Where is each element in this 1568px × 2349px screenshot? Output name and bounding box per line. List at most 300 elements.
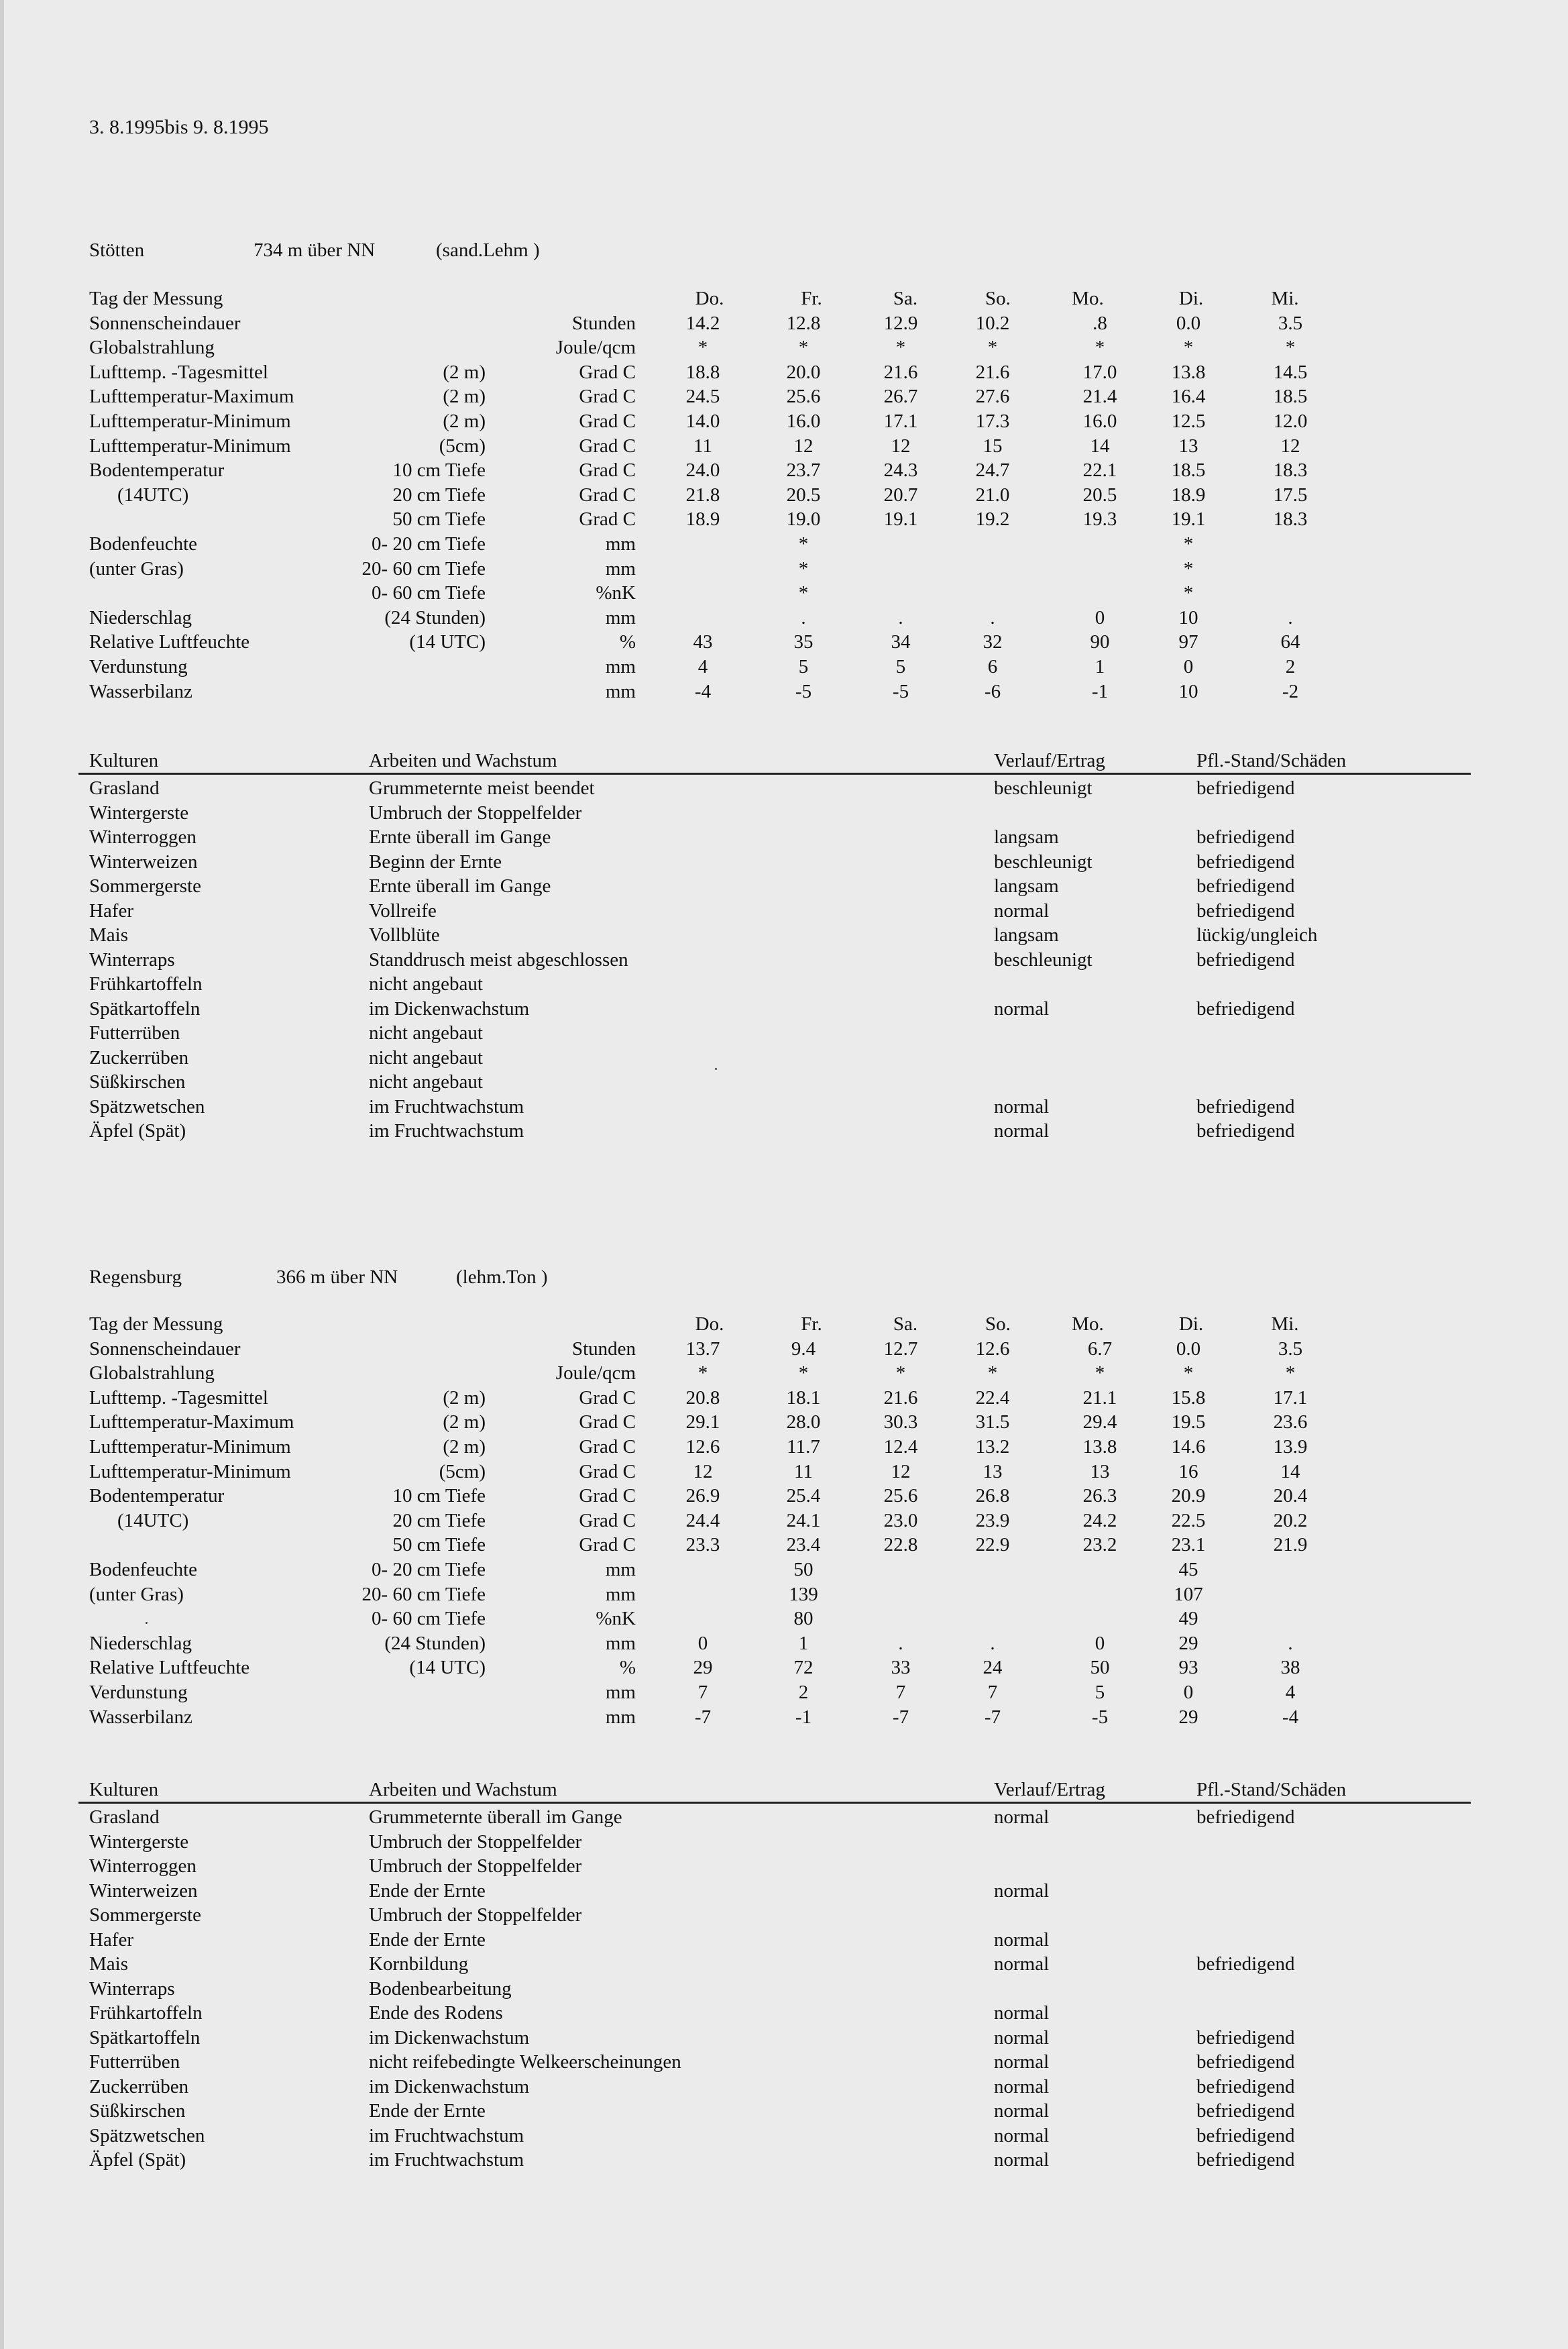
measure-value: 12.9 [883, 313, 918, 334]
crops-header-stand: Pfl.-Stand/Schäden [1196, 750, 1347, 771]
crop-work: Vollblüte [369, 924, 440, 946]
measure-value: 7 [987, 1682, 998, 1703]
crop-name: Spätkartoffeln [89, 2027, 201, 2048]
measure-value: . [801, 607, 806, 629]
crop-name: Wintergerste [89, 802, 189, 824]
crop-work: im Fruchtwachstum [369, 2125, 524, 2146]
measure-condition: (2 m) [443, 362, 486, 383]
crop-state: befriedigend [1196, 851, 1295, 873]
measure-value: . [1288, 607, 1293, 629]
measure-value: * [895, 337, 906, 358]
measure-value: 23.1 [1171, 1534, 1206, 1555]
measure-value: 12 [891, 1461, 911, 1482]
measure-value: 30.3 [883, 1411, 918, 1433]
measure-value: . [990, 607, 995, 629]
measure-label: Bodentemperatur [89, 459, 225, 481]
measure-value: -5 [795, 681, 812, 702]
measure-value: 107 [1174, 1584, 1203, 1605]
measure-value: 49 [1178, 1608, 1198, 1629]
measure-value: 35 [793, 631, 814, 653]
day-header: Mi. [1271, 288, 1299, 309]
crop-name: Futterrüben [89, 1022, 180, 1044]
measure-condition: (2 m) [443, 1436, 486, 1458]
measure-value: 21.0 [975, 484, 1010, 506]
measure-value: 16.0 [1082, 411, 1117, 432]
measure-unit: Grad C [579, 508, 636, 530]
crop-work: Ende der Ernte [369, 1929, 486, 1951]
crop-course: beschleunigt [994, 851, 1093, 873]
measure-value: 24 [983, 1657, 1003, 1678]
measure-value: 1 [1095, 656, 1105, 677]
measure-unit: Stunden [571, 313, 636, 334]
measure-condition: (5cm) [439, 1461, 486, 1482]
measure-label: Lufttemperatur-Minimum [89, 411, 291, 432]
measure-label: (unter Gras) [89, 1584, 184, 1605]
crop-course: langsam [994, 875, 1059, 897]
measure-value: 26.7 [883, 386, 918, 407]
measure-value: 24.5 [685, 386, 720, 407]
measure-value: 11.7 [787, 1436, 820, 1458]
measure-unit: Grad C [579, 1534, 636, 1555]
measure-value: 14 [1280, 1461, 1300, 1482]
measure-value: 23.3 [685, 1534, 720, 1555]
measure-value: 21.1 [1082, 1387, 1117, 1409]
crop-name: Süßkirschen [89, 2100, 186, 2122]
measure-value: .8 [1093, 313, 1107, 334]
measure-value: 13.9 [1273, 1436, 1308, 1458]
measure-value: 10.2 [975, 313, 1010, 334]
measure-value: 16.0 [786, 411, 821, 432]
measure-label: Wasserbilanz [89, 681, 192, 702]
day-header: Sa. [893, 1313, 918, 1335]
measure-unit: mm [605, 607, 636, 629]
measure-value: 21.4 [1082, 386, 1117, 407]
measure-value: 25.6 [883, 1485, 918, 1507]
measure-value: 21.9 [1273, 1534, 1308, 1555]
station-soil-type: (sand.Lehm ) [436, 239, 540, 261]
measure-value: 14.6 [1171, 1436, 1206, 1458]
measure-value: 20.0 [786, 362, 821, 383]
crop-name: Mais [89, 924, 128, 946]
measure-value: 16 [1178, 1461, 1198, 1482]
measure-value: 24.7 [975, 459, 1010, 481]
crop-name: Futterrüben [89, 2051, 180, 2073]
measure-value: -4 [694, 681, 712, 702]
crop-name: Hafer [89, 1929, 134, 1951]
measure-value: * [1285, 1362, 1296, 1384]
measure-value: 13.8 [1171, 362, 1206, 383]
crop-name: Hafer [89, 900, 134, 922]
measure-value: 14 [1090, 435, 1110, 457]
measure-value: 26.3 [1082, 1485, 1117, 1507]
measure-value: 17.3 [975, 411, 1010, 432]
measure-value: * [1183, 558, 1194, 580]
measure-value: 29 [693, 1657, 713, 1678]
crop-work: Grummeternte überall im Gange [369, 1806, 622, 1828]
crop-course: normal [994, 1929, 1050, 1951]
crop-course: normal [994, 2002, 1050, 2024]
crop-work: Bodenbearbeitung [369, 1978, 512, 2000]
measure-value: 3.5 [1278, 1338, 1303, 1360]
crop-name: Grasland [89, 1806, 160, 1828]
crop-name: Sommergerste [89, 1904, 201, 1926]
day-header: So. [985, 288, 1011, 309]
measure-value: 15.8 [1171, 1387, 1206, 1409]
day-header: Do. [695, 288, 724, 309]
measure-label: (unter Gras) [89, 558, 184, 580]
measure-value: * [798, 337, 809, 358]
measure-unit: Stunden [571, 1338, 636, 1360]
measure-condition: 20 cm Tiefe [392, 1510, 486, 1531]
measure-condition: 50 cm Tiefe [392, 508, 486, 530]
measure-value: 20.5 [786, 484, 821, 506]
measure-value: 0 [1095, 607, 1105, 629]
measure-value: 19.1 [1171, 508, 1206, 530]
measure-label: Bodentemperatur [89, 1485, 225, 1507]
measure-value: 23.7 [786, 459, 821, 481]
measure-value: 45 [1178, 1559, 1198, 1580]
measure-value: -7 [892, 1706, 909, 1728]
measure-value: 21.6 [883, 362, 918, 383]
measure-value: -7 [984, 1706, 1001, 1728]
measure-value: 18.9 [685, 508, 720, 530]
crop-name: Grasland [89, 777, 160, 799]
measure-value: 24.2 [1082, 1510, 1117, 1531]
measure-label: Globalstrahlung [89, 1362, 215, 1384]
crop-work: Umbruch der Stoppelfelder [369, 1855, 582, 1877]
crop-name: Winterraps [89, 949, 175, 971]
measure-value: 2 [1285, 656, 1296, 677]
measure-value: 6 [987, 656, 998, 677]
day-header: Mo. [1072, 1313, 1104, 1335]
measure-value: 12 [1280, 435, 1300, 457]
measure-value: 6.7 [1087, 1338, 1113, 1360]
measure-value: 0.0 [1176, 1338, 1201, 1360]
scan-speck [715, 1068, 717, 1070]
measure-value: 25.4 [786, 1485, 821, 1507]
station-elevation: 366 m über NN [276, 1266, 398, 1288]
crop-name: Winterweizen [89, 1880, 198, 1902]
measure-value: * [798, 533, 809, 555]
crop-name: Zuckerrüben [89, 2076, 189, 2097]
crop-name: Winterraps [89, 1978, 175, 2000]
crops-header-kulturen: Kulturen [89, 750, 159, 771]
measure-value: 13.2 [975, 1436, 1010, 1458]
measure-unit: mm [605, 533, 636, 555]
measure-value: 24.0 [685, 459, 720, 481]
measure-value: 14.2 [685, 313, 720, 334]
measure-label: Niederschlag [89, 607, 192, 629]
crops-header-arbeiten: Arbeiten und Wachstum [369, 1779, 557, 1800]
measure-value: 97 [1178, 631, 1198, 653]
measure-value: 80 [793, 1608, 814, 1629]
measure-condition: 0- 20 cm Tiefe [372, 533, 486, 555]
measure-value: . [990, 1633, 995, 1654]
measure-condition: (2 m) [443, 1411, 486, 1433]
crop-name: Frühkartoffeln [89, 973, 203, 995]
crop-work: Beginn der Ernte [369, 851, 502, 873]
measure-value: 26.9 [685, 1485, 720, 1507]
measure-value: 4 [1285, 1682, 1296, 1703]
crop-state: befriedigend [1196, 2051, 1295, 2073]
measure-value: . [898, 1633, 903, 1654]
crop-work: im Fruchtwachstum [369, 2149, 524, 2171]
measure-condition: 0- 60 cm Tiefe [372, 582, 486, 604]
crop-name: Äpfel (Spät) [89, 2149, 186, 2171]
crops-header-verlauf: Verlauf/Ertrag [994, 1779, 1105, 1800]
crop-course: normal [994, 2149, 1050, 2171]
measure-value: 7 [895, 1682, 906, 1703]
measure-unit: Joule/qcm [555, 1362, 636, 1384]
measure-label: Tag der Messung [89, 1313, 223, 1335]
measure-value: * [798, 558, 809, 580]
measure-value: 19.3 [1082, 508, 1117, 530]
measure-label: Lufttemperatur-Minimum [89, 1436, 291, 1458]
measure-value: 18.3 [1273, 459, 1308, 481]
measure-value: 3.5 [1278, 313, 1303, 334]
crop-course: normal [994, 2076, 1050, 2097]
crop-name: Sommergerste [89, 875, 201, 897]
measure-unit: Joule/qcm [555, 337, 636, 358]
measure-value: 29 [1178, 1633, 1198, 1654]
measure-value: 22.5 [1171, 1510, 1206, 1531]
measure-condition: 20- 60 cm Tiefe [361, 558, 486, 580]
measure-value: 19.1 [883, 508, 918, 530]
measure-value: 11 [693, 435, 712, 457]
crop-course: normal [994, 2100, 1050, 2122]
crop-state: befriedigend [1196, 900, 1295, 922]
measure-value: 5 [895, 656, 906, 677]
measure-value: 90 [1090, 631, 1110, 653]
measure-value: 14.5 [1273, 362, 1308, 383]
scan-speck [146, 1622, 148, 1624]
measure-value: 20.9 [1171, 1485, 1206, 1507]
crop-course: normal [994, 998, 1050, 1020]
measure-unit: Grad C [579, 1510, 636, 1531]
measure-unit: Grad C [579, 362, 636, 383]
measure-value: 7 [697, 1682, 708, 1703]
measure-condition: (2 m) [443, 386, 486, 407]
day-header: Fr. [801, 288, 822, 309]
measure-condition: 20 cm Tiefe [392, 484, 486, 506]
measure-value: 12.4 [883, 1436, 918, 1458]
measure-unit: Grad C [579, 1436, 636, 1458]
measure-value: 31.5 [975, 1411, 1010, 1433]
crop-work: Ende des Rodens [369, 2002, 503, 2024]
crop-state: befriedigend [1196, 1806, 1295, 1828]
crop-work: Ende der Ernte [369, 1880, 486, 1902]
measure-value: -7 [694, 1706, 712, 1728]
measure-value: 18.5 [1171, 459, 1206, 481]
measure-value: * [987, 337, 998, 358]
measure-value: 13.8 [1082, 1436, 1117, 1458]
crop-course: normal [994, 900, 1050, 922]
measure-value: 12.5 [1171, 411, 1206, 432]
measure-value: 29 [1178, 1706, 1198, 1728]
crop-work: nicht angebaut [369, 1047, 483, 1069]
day-header: Mo. [1072, 288, 1104, 309]
measure-value: 22.4 [975, 1387, 1010, 1409]
crop-course: normal [994, 2027, 1050, 2048]
crop-work: Ernte überall im Gange [369, 826, 551, 848]
measure-label: (14UTC) [117, 1510, 189, 1531]
measure-value: * [1183, 533, 1194, 555]
day-header: So. [985, 1313, 1011, 1335]
crop-work: nicht reifebedingte Welkeerscheinungen [369, 2051, 681, 2073]
crop-state: befriedigend [1196, 777, 1295, 799]
measure-label: Lufttemp. -Tagesmittel [89, 1387, 268, 1409]
measure-value: * [697, 1362, 708, 1384]
crop-state: befriedigend [1196, 1953, 1295, 1975]
day-header: Fr. [801, 1313, 822, 1335]
crop-name: Winterroggen [89, 1855, 197, 1877]
day-header: Di. [1178, 1313, 1204, 1335]
measure-condition: 10 cm Tiefe [392, 1485, 486, 1507]
measure-value: * [1183, 582, 1194, 604]
measure-unit: % [619, 631, 636, 653]
measure-label: Bodenfeuchte [89, 1559, 198, 1580]
measure-condition: 50 cm Tiefe [392, 1534, 486, 1555]
crop-name: Äpfel (Spät) [89, 1120, 186, 1142]
measure-value: 17.5 [1273, 484, 1308, 506]
crops-header-verlauf: Verlauf/Ertrag [994, 750, 1105, 771]
measure-unit: mm [605, 1559, 636, 1580]
measure-unit: %nK [596, 1608, 636, 1629]
report-date-range: 3. 8.1995bis 9. 8.1995 [89, 116, 269, 138]
measure-value: 34 [891, 631, 911, 653]
measure-value: 12.0 [1273, 411, 1308, 432]
measure-value: . [898, 607, 903, 629]
measure-value: 50 [1090, 1657, 1110, 1678]
measure-value: 20.4 [1273, 1485, 1308, 1507]
measure-value: 27.6 [975, 386, 1010, 407]
crops-header-rule [78, 773, 1471, 775]
crop-name: Spätzwetschen [89, 2125, 205, 2146]
measure-label: Niederschlag [89, 1633, 192, 1654]
crop-work: im Fruchtwachstum [369, 1120, 524, 1142]
crop-state: befriedigend [1196, 2125, 1295, 2146]
measure-unit: % [619, 1657, 636, 1678]
crop-work: nicht angebaut [369, 1071, 483, 1093]
measure-condition: 0- 60 cm Tiefe [372, 1608, 486, 1629]
measure-label: Sonnenscheindauer [89, 313, 241, 334]
measure-value: * [798, 1362, 809, 1384]
measure-value: 17.1 [1273, 1387, 1308, 1409]
measure-label: Verdunstung [89, 1682, 188, 1703]
measure-value: 22.8 [883, 1534, 918, 1555]
crop-name: Winterroggen [89, 826, 197, 848]
measure-value: 18.8 [685, 362, 720, 383]
measure-value: 29.4 [1082, 1411, 1117, 1433]
measure-condition: (14 UTC) [409, 1657, 486, 1678]
measure-label: Relative Luftfeuchte [89, 1657, 250, 1678]
measure-condition: (24 Stunden) [384, 1633, 486, 1654]
measure-unit: mm [605, 1706, 636, 1728]
crop-state: befriedigend [1196, 875, 1295, 897]
crops-header-arbeiten: Arbeiten und Wachstum [369, 750, 557, 771]
crop-course: normal [994, 2125, 1050, 2146]
measure-value: 24.3 [883, 459, 918, 481]
measure-value: 64 [1280, 631, 1300, 653]
measure-value: * [1095, 1362, 1105, 1384]
measure-value: . [1288, 1633, 1293, 1654]
measure-unit: mm [605, 1584, 636, 1605]
measure-value: 12 [693, 1461, 713, 1482]
measure-label: Wasserbilanz [89, 1706, 192, 1728]
measure-value: 4 [697, 656, 708, 677]
measure-value: 5 [798, 656, 809, 677]
measure-value: * [798, 582, 809, 604]
measure-value: 11 [794, 1461, 813, 1482]
measure-value: 26.8 [975, 1485, 1010, 1507]
measure-value: 32 [983, 631, 1003, 653]
measure-label: Lufttemperatur-Maximum [89, 1411, 294, 1433]
measure-value: -6 [984, 681, 1001, 702]
measure-value: -1 [1091, 681, 1109, 702]
measure-value: 12 [793, 435, 814, 457]
measure-value: 23.2 [1082, 1534, 1117, 1555]
measure-unit: mm [605, 681, 636, 702]
crop-state: befriedigend [1196, 1096, 1295, 1117]
measure-unit: %nK [596, 582, 636, 604]
crop-name: Spätzwetschen [89, 1096, 205, 1117]
measure-condition: (2 m) [443, 411, 486, 432]
measure-value: 29.1 [685, 1411, 720, 1433]
measure-condition: 20- 60 cm Tiefe [361, 1584, 486, 1605]
crop-name: Zuckerrüben [89, 1047, 189, 1069]
measure-unit: Grad C [579, 1411, 636, 1433]
measure-label: (14UTC) [117, 484, 189, 506]
day-header: Sa. [893, 288, 918, 309]
measure-value: 24.1 [786, 1510, 821, 1531]
crop-name: Frühkartoffeln [89, 2002, 203, 2024]
measure-value: 93 [1178, 1657, 1198, 1678]
measure-value: * [987, 1362, 998, 1384]
crop-name: Mais [89, 1953, 128, 1975]
crop-name: Winterweizen [89, 851, 198, 873]
measure-value: 21.6 [883, 1387, 918, 1409]
measure-value: 21.6 [975, 362, 1010, 383]
crop-work: nicht angebaut [369, 973, 483, 995]
measure-value: 17.0 [1082, 362, 1117, 383]
crop-work: Kornbildung [369, 1953, 469, 1975]
measure-value: 12.6 [975, 1338, 1010, 1360]
measure-value: 20.2 [1273, 1510, 1308, 1531]
measure-value: 12.7 [883, 1338, 918, 1360]
measure-value: 17.1 [883, 411, 918, 432]
measure-value: 21.8 [685, 484, 720, 506]
measure-value: 19.0 [786, 508, 821, 530]
measure-value: 16.4 [1171, 386, 1206, 407]
measure-unit: Grad C [579, 435, 636, 457]
measure-value: 50 [793, 1559, 814, 1580]
crop-state: befriedigend [1196, 998, 1295, 1020]
crop-state: lückig/ungleich [1196, 924, 1318, 946]
measure-value: * [1285, 337, 1296, 358]
page-edge-shadow [0, 0, 4, 2349]
measure-condition: (14 UTC) [409, 631, 486, 653]
measure-value: 0 [1183, 656, 1194, 677]
measure-value: 12.8 [786, 313, 821, 334]
measure-value: 13.7 [685, 1338, 720, 1360]
measure-value: * [895, 1362, 906, 1384]
measure-value: 18.9 [1171, 484, 1206, 506]
day-header: Di. [1178, 288, 1204, 309]
measure-value: * [1183, 1362, 1194, 1384]
measure-label: Lufttemperatur-Maximum [89, 386, 294, 407]
crop-work: Standdrusch meist abgeschlossen [369, 949, 628, 971]
measure-label: Globalstrahlung [89, 337, 215, 358]
